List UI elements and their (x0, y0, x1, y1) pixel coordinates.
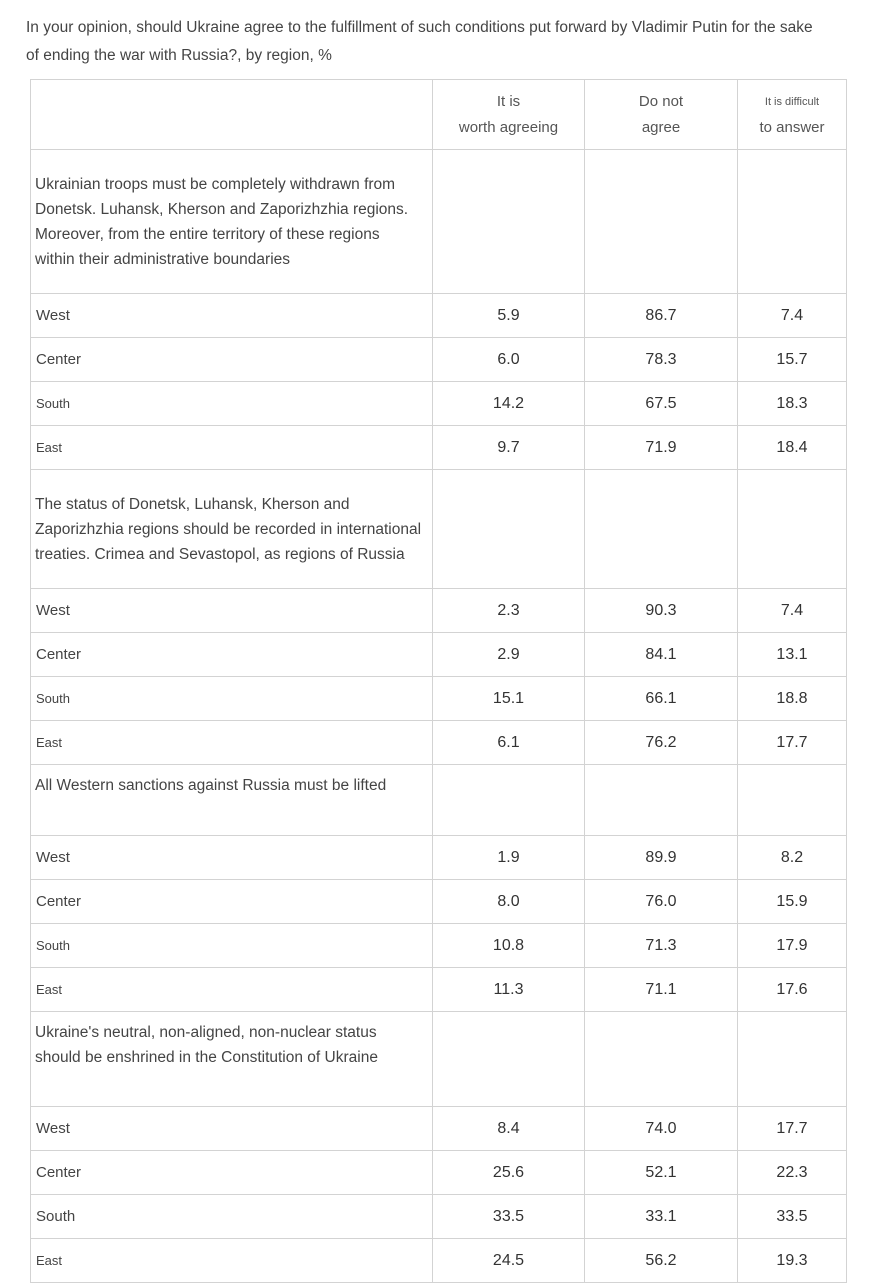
value-agree: 9.7 (433, 426, 585, 470)
region-label: East (31, 968, 433, 1012)
value-difficult: 33.5 (738, 1195, 847, 1239)
table-row (31, 677, 847, 721)
table-row (31, 382, 847, 426)
region-label: East (31, 1239, 433, 1283)
value-difficult: 18.8 (738, 677, 847, 721)
region-label: West (31, 294, 433, 338)
column-header-difficult (738, 80, 847, 150)
value-agree: 2.3 (433, 589, 585, 633)
condition-row (31, 470, 847, 589)
region-label: West (31, 836, 433, 880)
condition-text: Ukraine's neutral, non-aligned, non-nuclear status should be enshrined in the Constitution of Ukraine (31, 1012, 433, 1107)
value-disagree: 76.0 (585, 880, 738, 924)
empty-cell (738, 470, 847, 589)
region-label: East (31, 426, 433, 470)
value-difficult: 17.9 (738, 924, 847, 968)
value-agree: 33.5 (433, 1195, 585, 1239)
table-row (31, 1151, 847, 1195)
table-row (31, 294, 847, 338)
header-empty-cell (31, 80, 433, 150)
value-agree: 6.0 (433, 338, 585, 382)
empty-cell (433, 150, 585, 294)
value-disagree: 74.0 (585, 1107, 738, 1151)
column-header-agree-line1: It is (496, 92, 521, 110)
column-header-agree-line2: worth agreeing (458, 118, 559, 136)
table-row (31, 338, 847, 382)
value-agree: 11.3 (433, 968, 585, 1012)
value-disagree: 33.1 (585, 1195, 738, 1239)
region-label: South (31, 677, 433, 721)
table-row (31, 924, 847, 968)
value-disagree: 86.7 (585, 294, 738, 338)
column-header-difficult-line1: It is difficult (764, 96, 820, 108)
region-label: Center (31, 880, 433, 924)
table-row (31, 1239, 847, 1283)
value-disagree: 52.1 (585, 1151, 738, 1195)
region-label: East (31, 721, 433, 765)
empty-cell (433, 470, 585, 589)
region-label: Center (31, 1151, 433, 1195)
condition-text: All Western sanctions against Russia must be lifted (31, 765, 433, 836)
value-difficult: 13.1 (738, 633, 847, 677)
value-agree: 6.1 (433, 721, 585, 765)
value-disagree: 71.9 (585, 426, 738, 470)
value-difficult: 17.6 (738, 968, 847, 1012)
value-agree: 14.2 (433, 382, 585, 426)
value-disagree: 66.1 (585, 677, 738, 721)
column-header-disagree-line1: Do not (638, 92, 684, 110)
value-disagree: 90.3 (585, 589, 738, 633)
column-header-disagree (585, 80, 738, 150)
empty-cell (738, 765, 847, 836)
value-disagree: 56.2 (585, 1239, 738, 1283)
value-disagree: 78.3 (585, 338, 738, 382)
condition-row (31, 765, 847, 836)
region-label: South (31, 1195, 433, 1239)
value-agree: 15.1 (433, 677, 585, 721)
region-label: West (31, 589, 433, 633)
table-row (31, 1195, 847, 1239)
table-title: In your opinion, should Ukraine agree to the fulfillment of such conditions put forward by Vladimir Putin for the sake of ending the war with Russia?, by region, % (26, 19, 813, 64)
condition-text: The status of Donetsk, Luhansk, Kherson and Zaporizhzhia regions should be recorded in international treaties. Crimea and Sevastopol, as regions of Russia (31, 470, 433, 589)
value-difficult: 15.9 (738, 880, 847, 924)
value-agree: 8.4 (433, 1107, 585, 1151)
value-agree: 25.6 (433, 1151, 585, 1195)
empty-cell (433, 1012, 585, 1107)
value-agree: 8.0 (433, 880, 585, 924)
condition-row (31, 1012, 847, 1107)
column-header-agree (433, 80, 585, 150)
header-row (31, 80, 847, 150)
value-disagree: 71.3 (585, 924, 738, 968)
region-label: West (31, 1107, 433, 1151)
table-row (31, 1107, 847, 1151)
condition-text: Ukrainian troops must be completely withdrawn from Donetsk. Luhansk, Kherson and Zaporizhzhia regions. Moreover, from the entire territory of these regions within their administrative boundaries (31, 150, 433, 294)
empty-cell (585, 470, 738, 589)
value-difficult: 7.4 (738, 589, 847, 633)
value-disagree: 76.2 (585, 721, 738, 765)
value-difficult: 18.3 (738, 382, 847, 426)
value-difficult: 17.7 (738, 721, 847, 765)
empty-cell (585, 765, 738, 836)
column-header-disagree-line2: agree (641, 118, 681, 136)
empty-cell (738, 150, 847, 294)
value-difficult: 22.3 (738, 1151, 847, 1195)
value-difficult: 7.4 (738, 294, 847, 338)
value-disagree: 71.1 (585, 968, 738, 1012)
value-agree: 5.9 (433, 294, 585, 338)
column-header-difficult-line2: to answer (759, 119, 825, 136)
value-difficult: 19.3 (738, 1239, 847, 1283)
table-row (31, 836, 847, 880)
value-disagree: 89.9 (585, 836, 738, 880)
value-agree: 10.8 (433, 924, 585, 968)
region-label: South (31, 382, 433, 426)
empty-cell (585, 1012, 738, 1107)
condition-row (31, 150, 847, 294)
table-row (31, 880, 847, 924)
empty-cell (738, 1012, 847, 1107)
empty-cell (433, 765, 585, 836)
value-difficult: 17.7 (738, 1107, 847, 1151)
table-row (31, 633, 847, 677)
region-label: South (31, 924, 433, 968)
value-agree: 1.9 (433, 836, 585, 880)
table-row (31, 426, 847, 470)
value-agree: 24.5 (433, 1239, 585, 1283)
region-label: Center (31, 633, 433, 677)
value-agree: 2.9 (433, 633, 585, 677)
value-disagree: 67.5 (585, 382, 738, 426)
table-row (31, 968, 847, 1012)
value-difficult: 8.2 (738, 836, 847, 880)
table-row (31, 721, 847, 765)
value-difficult: 15.7 (738, 338, 847, 382)
value-disagree: 84.1 (585, 633, 738, 677)
value-difficult: 18.4 (738, 426, 847, 470)
survey-table (30, 79, 847, 1283)
empty-cell (585, 150, 738, 294)
region-label: Center (31, 338, 433, 382)
table-row (31, 589, 847, 633)
